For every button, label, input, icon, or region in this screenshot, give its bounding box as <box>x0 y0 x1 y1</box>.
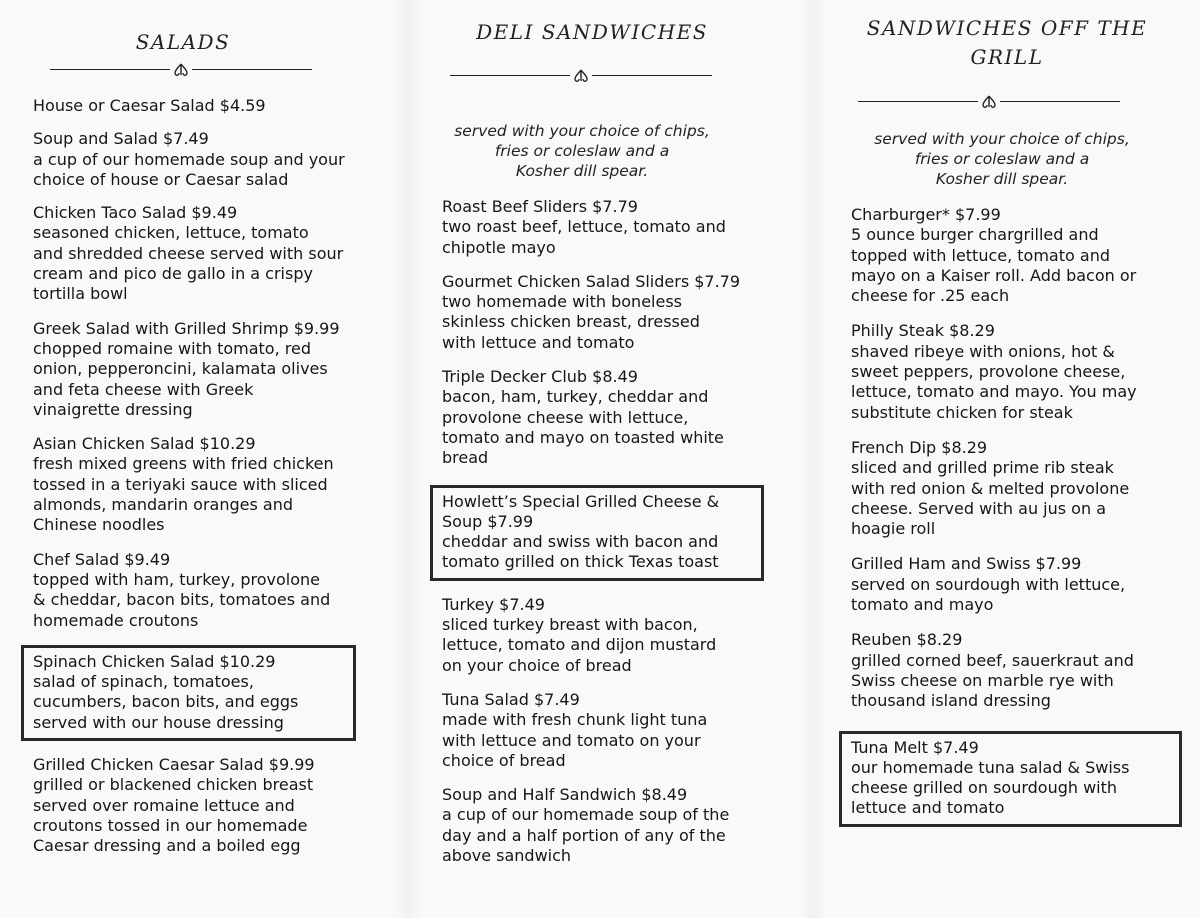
item-desc: served on sourdough with lettuce, <box>851 574 1126 594</box>
item-desc: and shredded cheese served with sour <box>33 243 344 263</box>
featured-menu-item <box>839 731 1182 827</box>
item-desc: bacon, ham, turkey, cheddar and <box>442 387 709 407</box>
item-desc: a cup of our homemade soup and your <box>33 149 345 169</box>
deli-sandwiches-heading: DELI SANDWICHES <box>476 20 708 44</box>
item-desc: almonds, mandarin oranges and <box>33 495 294 515</box>
item-desc: with red onion & melted provolone <box>851 478 1130 498</box>
item-desc: served with our house dressing <box>33 712 284 732</box>
item-desc: choice of bread <box>442 750 566 770</box>
menu-item <box>33 129 344 190</box>
intro-line: Kosher dill spear. <box>935 170 1069 188</box>
flourish-ornament-icon <box>570 68 592 84</box>
section-divider <box>50 62 312 78</box>
item-desc: provolone cheese with lettuce, <box>442 407 689 427</box>
item-title: Turkey $7.49 <box>442 594 545 614</box>
item-desc: Swiss cheese on marble rye with <box>851 670 1114 690</box>
deli-intro <box>402 121 762 181</box>
salads-heading: SALADS <box>135 30 231 54</box>
item-title: Triple Decker Club $8.49 <box>442 367 638 387</box>
item-desc: lettuce, tomato and dijon mustard <box>442 635 717 655</box>
item-desc: hoagie roll <box>851 519 936 539</box>
item-desc: served over romaine lettuce and <box>33 795 295 815</box>
flourish-ornament-icon <box>978 94 1000 110</box>
item-desc: and feta cheese with Greek <box>33 379 254 399</box>
section-divider <box>858 94 1120 110</box>
menu-item <box>851 205 1200 306</box>
featured-menu-item <box>430 485 764 581</box>
flourish-ornament-icon <box>170 62 192 78</box>
item-title: Soup and Salad $7.49 <box>33 129 209 149</box>
item-desc: Chinese noodles <box>33 515 165 535</box>
menu-item <box>442 367 752 468</box>
item-desc: fresh mixed greens with fried chicken <box>33 454 334 474</box>
item-desc: skinless chicken breast, dressed <box>442 312 700 332</box>
item-desc: Caesar dressing and a boiled egg <box>33 836 301 856</box>
item-desc: tomato and mayo on toasted white <box>442 427 724 447</box>
heading-line: SANDWICHES OFF THE <box>866 16 1148 40</box>
menu-item <box>33 550 344 631</box>
grill-sandwiches-heading <box>832 14 1182 72</box>
item-desc: cucumbers, bacon bits, and eggs <box>33 692 299 712</box>
item-desc: above sandwich <box>442 846 572 866</box>
item-desc: vinaigrette dressing <box>33 399 193 419</box>
item-desc: our homemade tuna salad & Swiss <box>851 757 1130 777</box>
item-desc: on your choice of bread <box>442 655 632 675</box>
item-desc: & cheddar, bacon bits, tomatoes and <box>33 590 331 610</box>
item-desc: choice of house or Caesar salad <box>33 169 289 189</box>
item-title: Tuna Melt $7.49 <box>851 737 979 757</box>
item-desc: topped with lettuce, tomato and <box>851 245 1110 265</box>
item-desc: tomato and mayo <box>851 595 994 615</box>
item-title: French Dip $8.29 <box>851 437 988 457</box>
item-desc: mayo on a Kaiser roll. Add bacon or <box>851 265 1137 285</box>
item-desc: cheese grilled on sourdough with <box>851 778 1118 798</box>
item-desc: sweet peppers, provolone cheese, <box>851 362 1126 382</box>
item-title: House or Caesar Salad $4.59 <box>33 96 266 115</box>
item-desc: tortilla bowl <box>33 284 128 304</box>
item-desc: day and a half portion of any of the <box>442 825 726 845</box>
item-title: Asian Chicken Salad $10.29 <box>33 434 256 454</box>
item-desc: two roast beef, lettuce, tomato and <box>442 217 726 237</box>
item-title: Greek Salad with Grilled Shrimp $9.99 <box>33 318 340 338</box>
item-desc: substitute chicken for steak <box>851 402 1073 422</box>
menu-item <box>442 690 752 771</box>
menu-item <box>33 203 344 304</box>
item-title: Tuna Salad $7.49 <box>442 689 580 709</box>
featured-menu-item <box>21 645 356 741</box>
item-desc: 5 ounce burger chargrilled and <box>851 225 1099 245</box>
item-title: Soup and Half Sandwich $8.49 <box>442 785 688 805</box>
item-desc: grilled or blackened chicken breast <box>33 775 314 795</box>
menu-item <box>33 434 344 535</box>
item-title: Charburger* $7.99 <box>851 205 1001 224</box>
item-desc: sliced and grilled prime rib steak <box>851 458 1114 478</box>
item-desc: cream and pico de gallo in a crispy <box>33 264 313 284</box>
item-desc: with lettuce and tomato on your <box>442 730 701 750</box>
grill-list <box>851 205 1200 827</box>
item-desc: shaved ribeye with onions, hot & <box>851 341 1115 361</box>
item-title: Gourmet Chicken Salad Sliders $7.79 <box>442 271 741 291</box>
menu-item <box>33 755 344 856</box>
item-desc: onion, pepperoncini, kalamata olives <box>33 359 328 379</box>
item-title: Philly Steak $8.29 <box>851 321 995 341</box>
menu-item <box>851 554 1200 615</box>
item-desc: croutons tossed in our homemade <box>33 815 308 835</box>
intro-line: fries or coleslaw and a <box>494 142 670 160</box>
item-desc: grilled corned beef, sauerkraut and <box>851 650 1134 670</box>
item-title: Roast Beef Sliders $7.79 <box>442 197 638 216</box>
intro-line: fries or coleslaw and a <box>914 150 1090 168</box>
item-desc: homemade croutons <box>33 610 199 630</box>
item-desc: chipotle mayo <box>442 237 556 257</box>
item-desc: tomato grilled on thick Texas toast <box>442 552 719 572</box>
deli-list <box>442 197 752 866</box>
menu-item <box>442 197 752 258</box>
heading-line: GRILL <box>970 45 1044 69</box>
section-divider <box>450 68 712 84</box>
item-desc: salad of spinach, tomatoes, <box>33 672 254 692</box>
item-title-cont: Soup $7.99 <box>442 511 534 531</box>
item-desc: bread <box>442 448 489 468</box>
salads-list <box>33 96 344 857</box>
item-title: Howlett’s Special Grilled Cheese & <box>442 491 720 511</box>
item-desc: tossed in a teriyaki sauce with sliced <box>33 474 328 494</box>
item-desc: cheddar and swiss with bacon and <box>442 532 719 552</box>
item-title: Chef Salad $9.49 <box>33 549 171 569</box>
item-desc: two homemade with boneless <box>442 292 682 312</box>
menu-item <box>33 319 344 420</box>
item-desc: a cup of our homemade soup of the <box>442 805 730 825</box>
item-desc: chopped romaine with tomato, red <box>33 338 311 358</box>
item-title: Chicken Taco Salad $9.49 <box>33 203 238 223</box>
item-desc: lettuce and tomato <box>851 798 1005 818</box>
menu-item <box>442 595 752 676</box>
intro-line: served with your choice of chips, <box>454 122 710 140</box>
item-desc: made with fresh chunk light tuna <box>442 710 708 730</box>
menu-item <box>33 96 344 116</box>
item-desc: cheese for .25 each <box>851 286 1010 306</box>
menu-item <box>442 785 752 866</box>
intro-line: served with your choice of chips, <box>874 130 1130 148</box>
item-desc: with lettuce and tomato <box>442 332 635 352</box>
item-title: Grilled Chicken Caesar Salad $9.99 <box>33 755 315 775</box>
item-title: Spinach Chicken Salad $10.29 <box>33 651 276 671</box>
menu-item <box>851 630 1200 711</box>
item-desc: seasoned chicken, lettuce, tomato <box>33 223 309 243</box>
grill-intro <box>822 129 1182 189</box>
menu-item <box>442 272 752 353</box>
item-desc: lettuce, tomato and mayo. You may <box>851 382 1137 402</box>
item-desc: topped with ham, turkey, provolone <box>33 569 321 589</box>
menu-item <box>851 438 1200 539</box>
item-desc: thousand island dressing <box>851 691 1051 711</box>
item-title: Reuben $8.29 <box>851 630 963 650</box>
intro-line: Kosher dill spear. <box>515 162 649 180</box>
item-title: Grilled Ham and Swiss $7.99 <box>851 554 1082 574</box>
menu-item <box>851 321 1200 422</box>
item-desc: sliced turkey breast with bacon, <box>442 615 698 635</box>
item-desc: cheese. Served with au jus on a <box>851 498 1106 518</box>
